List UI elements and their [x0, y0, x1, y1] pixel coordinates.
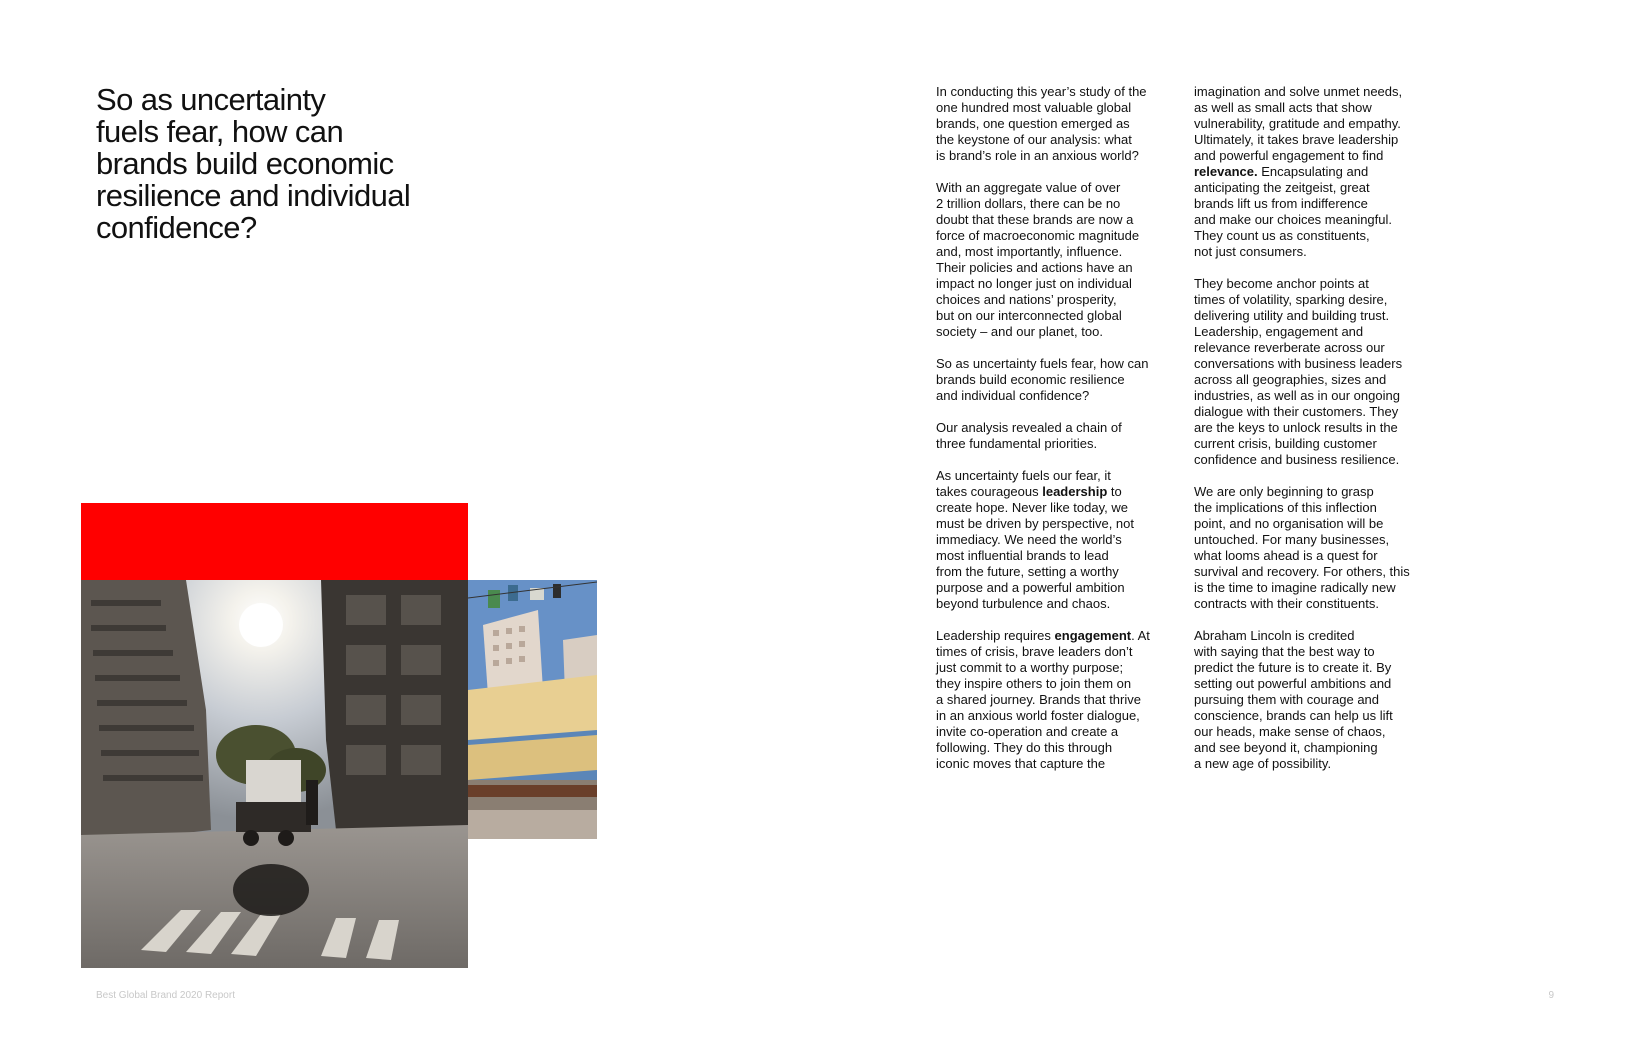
text-line: choices and nations’ prosperity,	[936, 292, 1117, 307]
text-line: as well as small acts that show	[1194, 100, 1372, 115]
text-line: confidence and business resilience.	[1194, 452, 1400, 467]
bold-term-engagement: engagement	[1054, 628, 1132, 643]
paragraph-relevance	[1194, 84, 1434, 260]
text-line: Our analysis revealed a chain of	[936, 420, 1122, 435]
bold-term-relevance: relevance.	[1194, 164, 1258, 179]
red-accent-block	[81, 503, 468, 580]
text-line: pursuing them with courage and	[1194, 692, 1380, 707]
headline-line: resilience and individual	[96, 178, 411, 213]
bold-term-leadership: leadership	[1042, 484, 1108, 499]
body-column-1	[936, 84, 1166, 788]
text-line: conversations with business leaders	[1194, 356, 1403, 371]
text-line: invite co-operation and create a	[936, 724, 1119, 739]
text-line: With an aggregate value of over	[936, 180, 1121, 195]
text-line: dialogue with their customers. They	[1194, 404, 1399, 419]
text-line: As uncertainty fuels our fear, it	[936, 468, 1111, 483]
paragraph-question	[936, 356, 1166, 404]
text-line: but on our interconnected global	[936, 308, 1122, 323]
text-run: to	[1107, 484, 1122, 499]
text-line: three fundamental priorities.	[936, 436, 1098, 451]
text-line: beyond turbulence and chaos.	[936, 596, 1111, 611]
text-line: Their policies and actions have an	[936, 260, 1133, 275]
text-line: not just consumers.	[1194, 244, 1307, 259]
text-line: most influential brands to lead	[936, 548, 1109, 563]
text-line: untouched. For many businesses,	[1194, 532, 1390, 547]
text-line: predict the future is to create it. By	[1194, 660, 1392, 675]
paragraph-value	[936, 180, 1166, 340]
text-line: our heads, make sense of chaos,	[1194, 724, 1386, 739]
text-line: brands, one question emerged as	[936, 116, 1130, 131]
text-run: Encapsulating and	[1257, 164, 1369, 179]
text-run: takes courageous	[936, 484, 1043, 499]
street-photo-illustration	[81, 580, 468, 968]
text-line: current crisis, building customer	[1194, 436, 1377, 451]
text-line: what looms ahead is a quest for	[1194, 548, 1378, 563]
paragraph-leadership	[936, 468, 1166, 612]
text-line: and see beyond it, championing	[1194, 740, 1378, 755]
text-line: Ultimately, it takes brave leadership	[1194, 132, 1399, 147]
headline-line: So as uncertainty	[96, 82, 326, 117]
text-line: is brand’s role in an anxious world?	[936, 148, 1139, 163]
headline-line: brands build economic	[96, 146, 394, 181]
text-line: in an anxious world foster dialogue,	[936, 708, 1140, 723]
text-line: create hope. Never like today, we	[936, 500, 1128, 515]
text-line: setting out powerful ambitions and	[1194, 676, 1392, 691]
text-line: the keystone of our analysis: what	[936, 132, 1132, 147]
text-line: from the future, setting a worthy	[936, 564, 1119, 579]
courtyard-photo-illustration	[468, 580, 597, 839]
text-line: point, and no organisation will be	[1194, 516, 1384, 531]
text-line: They become anchor points at	[1194, 276, 1369, 291]
courtyard-photo	[468, 580, 597, 839]
text-line: brands lift us from indifference	[1194, 196, 1368, 211]
text-run: . At	[1131, 628, 1150, 643]
text-line: just commit to a worthy purpose;	[936, 660, 1124, 675]
text-line: industries, as well as in our ongoing	[1194, 388, 1400, 403]
paragraph-priorities	[936, 420, 1166, 452]
text-line: a new age of possibility.	[1194, 756, 1332, 771]
text-line: across all geographies, sizes and	[1194, 372, 1387, 387]
text-line: times of volatility, sparking desire,	[1194, 292, 1388, 307]
text-line: vulnerability, gratitude and empathy.	[1194, 116, 1401, 131]
text-line: anticipating the zeitgeist, great	[1194, 180, 1370, 195]
headline-line: fuels fear, how can	[96, 114, 344, 149]
text-line: must be driven by perspective, not	[936, 516, 1134, 531]
text-line	[936, 628, 1166, 644]
page-number: 9	[1548, 990, 1554, 1001]
text-line: times of crisis, brave leaders don’t	[936, 644, 1133, 659]
paragraph-intro	[936, 84, 1166, 164]
text-line: They count us as constituents,	[1194, 228, 1370, 243]
text-line: purpose and a powerful ambition	[936, 580, 1125, 595]
text-line: with saying that the best way to	[1194, 644, 1375, 659]
headline-line: confidence?	[96, 210, 257, 245]
text-line: delivering utility and building trust.	[1194, 308, 1390, 323]
text-line: society – and our planet, too.	[936, 324, 1103, 339]
paragraph-anchor-points	[1194, 276, 1434, 468]
text-line: impact no longer just on individual	[936, 276, 1132, 291]
text-line: force of macroeconomic magnitude	[936, 228, 1140, 243]
text-line: contracts with their constituents.	[1194, 596, 1379, 611]
text-line: and individual confidence?	[936, 388, 1090, 403]
street-photo	[81, 580, 468, 968]
text-line: following. They do this through	[936, 740, 1113, 755]
text-line: We are only beginning to grasp	[1194, 484, 1374, 499]
footer-report-title: Best Global Brand 2020 Report	[96, 990, 235, 1001]
text-line: In conducting this year’s study of the	[936, 84, 1147, 99]
text-line: conscience, brands can help us lift	[1194, 708, 1393, 723]
text-line: So as uncertainty fuels fear, how can	[936, 356, 1149, 371]
text-line: is the time to imagine radically new	[1194, 580, 1396, 595]
text-line: and, most importantly, influence.	[936, 244, 1123, 259]
text-line: Leadership, engagement and	[1194, 324, 1364, 339]
text-line: relevance reverberate across our	[1194, 340, 1385, 355]
text-line: brands build economic resilience	[936, 372, 1125, 387]
text-line: survival and recovery. For others, this	[1194, 564, 1410, 579]
text-line: immediacy. We need the world’s	[936, 532, 1122, 547]
text-line: and make our choices meaningful.	[1194, 212, 1393, 227]
text-line: one hundred most valuable global	[936, 100, 1132, 115]
paragraph-lincoln	[1194, 628, 1434, 772]
text-line: Abraham Lincoln is credited	[1194, 628, 1355, 643]
text-line: are the keys to unlock results in the	[1194, 420, 1398, 435]
text-line: doubt that these brands are now a	[936, 212, 1134, 227]
text-line: the implications of this inflection	[1194, 500, 1377, 515]
text-run: Leadership requires	[936, 628, 1055, 643]
paragraph-engagement	[936, 628, 1166, 772]
text-line	[936, 484, 1166, 500]
page-headline	[96, 84, 456, 244]
text-line: iconic moves that capture the	[936, 756, 1106, 771]
text-line: a shared journey. Brands that thrive	[936, 692, 1141, 707]
text-line: imagination and solve unmet needs,	[1194, 84, 1403, 99]
text-line: they inspire others to join them on	[936, 676, 1132, 691]
body-column-2	[1194, 84, 1434, 788]
text-line: 2 trillion dollars, there can be no	[936, 196, 1121, 211]
text-line: and powerful engagement to find	[1194, 148, 1384, 163]
paragraph-inflection	[1194, 484, 1434, 612]
text-line	[1194, 164, 1434, 180]
